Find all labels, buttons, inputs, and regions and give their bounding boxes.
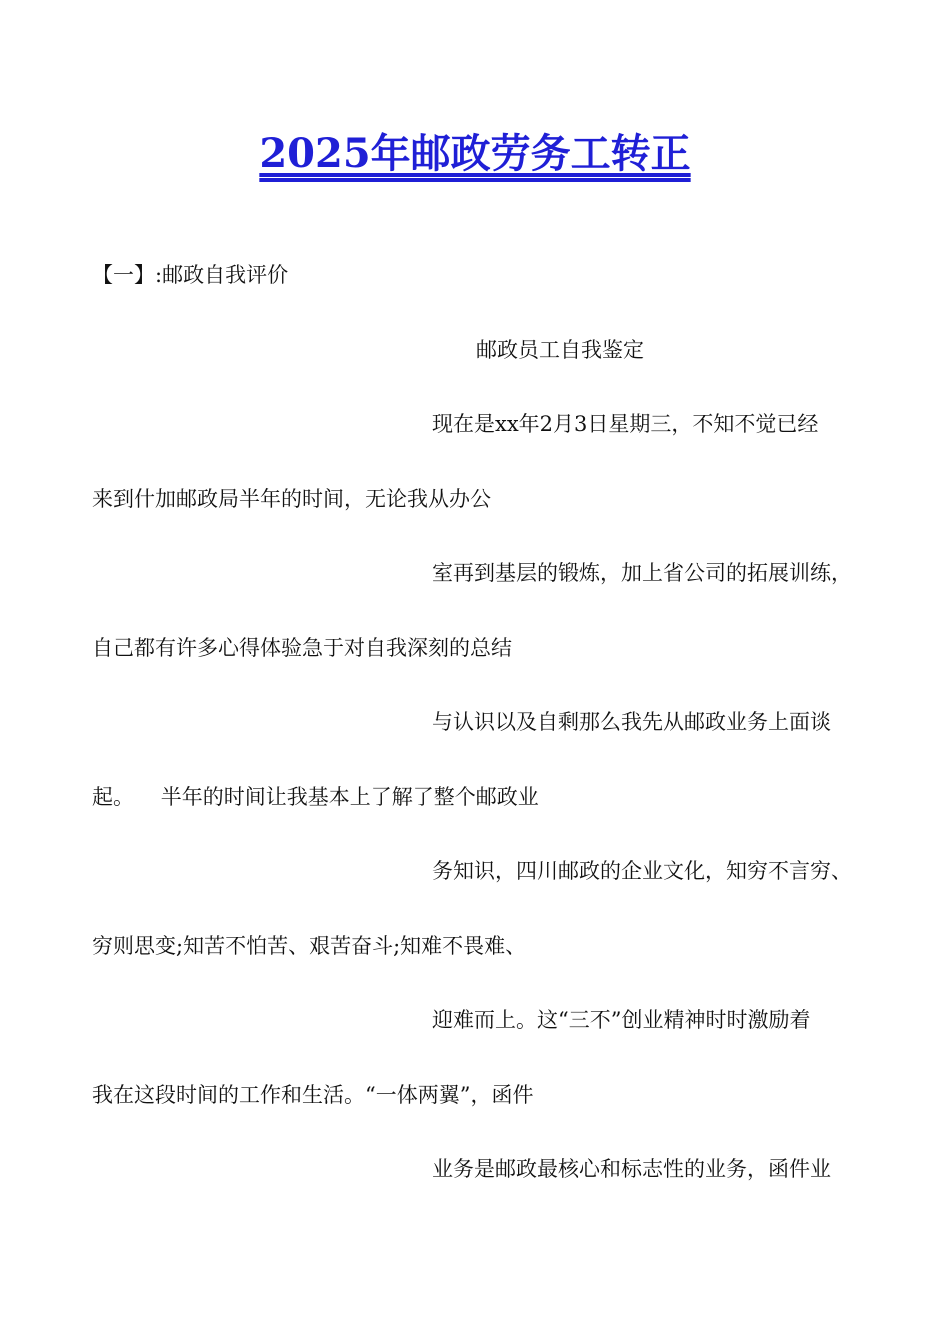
paragraph-line: 穷则思变;知苦不怕苦、艰苦奋斗;知难不畏难、 — [92, 934, 527, 958]
paragraph-line: 现在是xx年2月3日星期三，不知不觉已经 — [432, 412, 819, 436]
paragraph-line: 与认识以及自剩那么我先从邮政业务上面谈 — [432, 710, 831, 734]
document-title-text: 2025年邮政劳务工转正 — [259, 130, 691, 177]
paragraph-line: 室再到基层的锻炼，加上省公司的拓展训练， — [432, 561, 852, 585]
paragraph-line: 起。 半年的时间让我基本上了解了整个邮政业 — [92, 785, 539, 809]
section-heading: 【一】:邮政自我评价 — [92, 263, 289, 287]
document-title — [0, 122, 950, 179]
paragraph-line: 我在这段时间的工作和生活。“一体两翼”，函件 — [92, 1083, 534, 1107]
paragraph-line: 来到什加邮政局半年的时间，无论我从办公 — [92, 487, 491, 511]
paragraph-line: 迎难而上。这“三不”创业精神时时激励着 — [432, 1008, 811, 1032]
paragraph-line: 业务是邮政最核心和标志性的业务，函件业 — [432, 1157, 831, 1181]
paragraph-line: 自己都有许多心得体验急于对自我深刻的总结 — [92, 636, 512, 660]
section-subtitle: 邮政员工自我鉴定 — [476, 338, 644, 362]
paragraph-line: 务知识，四川邮政的企业文化，知穷不言穷、 — [432, 859, 852, 883]
